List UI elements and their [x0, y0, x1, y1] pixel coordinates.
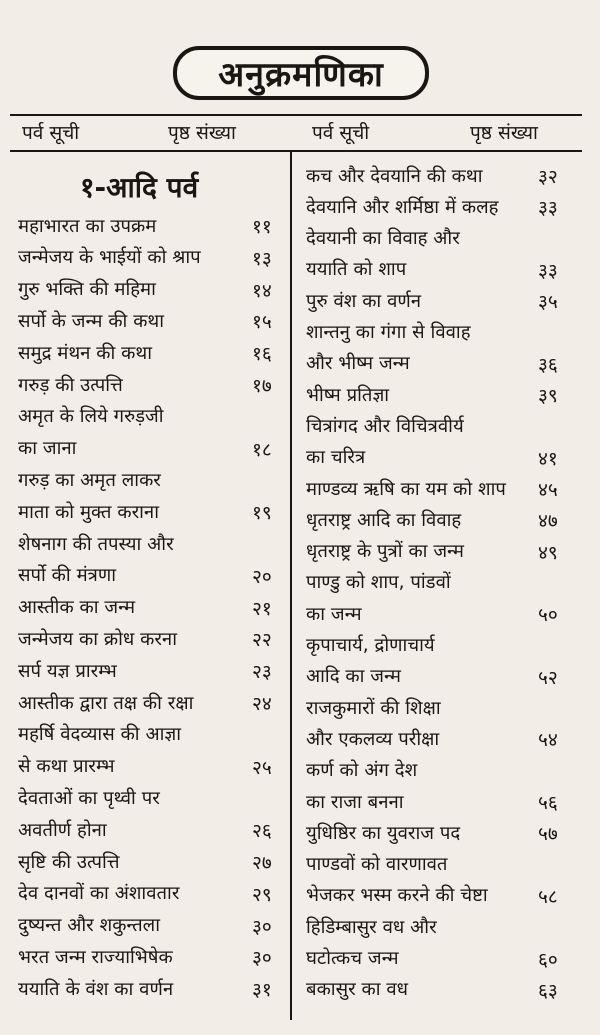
toc-entry — [18, 433, 76, 463]
toc-entry-title: सृष्टि की उत्पत्ति — [18, 851, 120, 873]
toc-entry — [18, 369, 123, 399]
toc-entry-page: ३३ — [538, 197, 558, 220]
toc-entry — [306, 504, 461, 534]
toc-entry — [18, 337, 152, 367]
toc-entry-title: महर्षि वेदव्यास की आज्ञा — [18, 724, 182, 746]
toc-entry-page: ४७ — [538, 510, 558, 533]
toc-entry — [306, 536, 464, 566]
toc-entry-title: पाण्डु को शाप, पांडवों — [306, 572, 451, 594]
toc-entry — [18, 751, 115, 781]
toc-entry — [306, 911, 437, 941]
header-top-rule — [10, 114, 582, 116]
toc-entry-page: २० — [252, 565, 272, 588]
toc-entry-title: शान्तनु का गंगा से विवाह — [306, 322, 471, 343]
toc-entry-title: कर्ण को अंग देश — [306, 760, 418, 782]
toc-entry-title: देव दानवों का अंशावतार — [18, 883, 180, 905]
toc-entry — [306, 723, 439, 753]
toc-entry-title: दुष्यन्त और शकुन्तला — [18, 915, 160, 937]
toc-entry — [18, 814, 107, 844]
toc-entry — [18, 210, 156, 240]
toc-entry — [18, 496, 159, 526]
toc-entry-title: आदि का जन्म — [306, 666, 401, 688]
toc-entry-page: १७ — [252, 375, 272, 397]
toc-entry-page: २४ — [252, 693, 272, 715]
toc-entry — [306, 974, 408, 1004]
toc-entry — [306, 880, 488, 910]
toc-entry — [306, 755, 417, 785]
toc-entry-page: ३० — [252, 947, 272, 970]
toc-entry-title: धृतराष्ट्र आदि का विवाह — [306, 509, 462, 531]
toc-entry-page: २२ — [252, 629, 272, 652]
toc-entry-title: पाण्डवों को वारणावत — [306, 854, 448, 876]
toc-entry — [306, 473, 506, 503]
toc-entry-title: और भीष्म जन्म — [306, 353, 410, 375]
toc-entry-page: ३२ — [538, 166, 558, 188]
toc-entry-page: १९ — [252, 502, 272, 525]
toc-entry-page: १६ — [252, 343, 272, 366]
toc-entry-title: शेषनाग की तपस्या और — [18, 533, 174, 555]
toc-entry — [18, 910, 160, 940]
toc-entry — [306, 410, 464, 440]
toc-entry — [18, 242, 201, 272]
toc-entry — [306, 379, 389, 409]
toc-entry-page: ३० — [252, 915, 272, 938]
toc-entry — [18, 687, 193, 717]
toc-entry-page: २५ — [252, 756, 272, 779]
section-title: १-आदि पर्व — [80, 171, 199, 204]
toc-entry-title: घटोत्कच जन्म — [306, 948, 399, 969]
toc-entry-title: सर्प यज्ञ प्रारम्भ — [18, 660, 117, 682]
toc-entry-title: समुद्र मंथन की कथा — [18, 342, 153, 364]
toc-entry — [18, 655, 117, 685]
toc-entry-page: ३९ — [538, 385, 558, 408]
toc-entry-title: धृतराष्ट्र के पुत्रों का जन्म — [306, 541, 464, 563]
toc-entry-page: ४९ — [538, 541, 558, 564]
toc-entry-page: ५४ — [538, 729, 558, 752]
toc-entry — [18, 401, 164, 431]
toc-entry-title: से कथा प्रारम्भ — [18, 756, 115, 778]
toc-entry-title: माता को मुक्त कराना — [18, 501, 159, 523]
toc-entry — [18, 846, 120, 876]
toc-entry — [306, 348, 410, 378]
toc-entry-title: बकासुर का वध — [306, 979, 409, 1001]
toc-entry-title: अमृत के लिये गरुड़जी — [18, 406, 164, 428]
toc-entry-page: ५८ — [538, 885, 558, 908]
toc-entry — [306, 817, 460, 847]
toc-entry-title: का चरित्र — [306, 447, 366, 469]
toc-entry — [306, 943, 399, 973]
toc-entry-title: भरत जन्म राज्याभिषेक — [18, 946, 173, 968]
toc-entry-title: युधिष्ठिर का युवराज पद — [306, 822, 461, 844]
toc-entry-title: जन्मेजय का क्रोध करना — [18, 628, 177, 650]
toc-entry-title: देवताओं का पृथ्वी पर — [18, 787, 160, 809]
toc-entry-title: आस्तीक का जन्म — [18, 597, 136, 619]
toc-entry — [18, 464, 161, 494]
toc-entry-page: ५० — [538, 604, 558, 627]
toc-entry-title: माण्डव्य ऋषि का यम को शाप — [306, 478, 506, 500]
toc-entry-page: ३५ — [538, 291, 558, 314]
toc-entry-title: का जाना — [18, 438, 77, 460]
toc-entry-page: १८ — [252, 438, 272, 461]
toc-entry-title: राजकुमारों की शिक्षा — [306, 697, 441, 719]
toc-entry-page: ३१ — [252, 979, 272, 1002]
toc-entry — [18, 528, 174, 558]
toc-entry-page: २१ — [252, 597, 272, 620]
toc-entry — [306, 160, 482, 190]
toc-entry-page: ५२ — [538, 666, 558, 689]
title-frame — [173, 46, 429, 100]
column-divider — [290, 150, 292, 1020]
toc-entry-page: २६ — [252, 820, 272, 843]
toc-entry — [18, 719, 181, 749]
toc-entry — [306, 317, 471, 347]
right-list-header: पर्व सूची — [312, 122, 370, 144]
toc-entry — [306, 191, 498, 221]
toc-entry-title: देवयानि और शर्मिष्ठा में कलह — [306, 196, 499, 218]
toc-entry — [306, 442, 365, 472]
toc-entry-title: आस्तीक द्वारा तक्ष की रक्षा — [18, 692, 194, 714]
toc-entry-title: जन्मेजय के भाईयों को श्राप — [18, 247, 201, 269]
toc-entry-page: २७ — [252, 852, 272, 874]
toc-entry-page: ३६ — [538, 353, 558, 376]
toc-entry — [18, 560, 116, 590]
toc-entry-page: ६३ — [538, 979, 558, 1002]
toc-entry-page: १५ — [252, 311, 272, 334]
toc-entry — [306, 692, 441, 722]
toc-entry — [18, 973, 173, 1003]
toc-entry — [306, 786, 404, 816]
right-page-header: पृष्ठ संख्या — [470, 122, 538, 144]
toc-entry-page: २३ — [252, 661, 272, 684]
toc-entry-title: अवतीर्ण होना — [18, 819, 107, 841]
header-bottom-rule — [10, 150, 582, 152]
toc-entry-title: का जन्म — [306, 603, 362, 625]
toc-entry-title: कृपाचार्य, द्रोणाचार्य — [306, 635, 435, 656]
toc-entry-title: भीष्म प्रतिज्ञा — [306, 384, 390, 406]
toc-entry-page: ५६ — [538, 792, 558, 814]
toc-entry — [306, 849, 447, 879]
toc-entry — [18, 592, 135, 622]
toc-entry — [18, 305, 164, 335]
toc-entry-title: का राजा बनना — [306, 791, 404, 813]
toc-entry-page: ३३ — [538, 259, 558, 282]
toc-entry — [18, 623, 177, 653]
toc-entry-title: कच और देवयानि की कथा — [306, 165, 483, 187]
toc-entry — [18, 274, 156, 304]
left-list-header: पर्व सूची — [22, 122, 80, 144]
left-page-header: पृष्ठ संख्या — [168, 122, 236, 144]
toc-entry-page: ४५ — [538, 479, 558, 501]
toc-entry — [306, 254, 406, 284]
toc-entry-title: और एकलव्य परीक्षा — [306, 728, 440, 750]
toc-entry-page: ४१ — [538, 447, 558, 470]
toc-entry-title: सर्पो के जन्म की कथा — [18, 310, 165, 332]
toc-entry — [306, 630, 435, 660]
toc-entry-page: ५७ — [538, 823, 558, 846]
toc-entry-title: पुरु वंश का वर्णन — [306, 290, 422, 312]
toc-entry-title: हिडिम्बासुर वध और — [306, 916, 437, 938]
toc-entry-title: ययाति के वंश का वर्णन — [18, 978, 174, 1000]
toc-entry — [306, 598, 362, 628]
toc-entry — [306, 285, 421, 315]
toc-entry — [306, 223, 460, 253]
toc-entry-title: ययाति को शाप — [306, 259, 407, 281]
toc-entry-title: गुरु भक्ति की महिमा — [18, 279, 156, 301]
toc-entry — [18, 782, 160, 812]
toc-entry — [306, 567, 451, 597]
toc-entry-title: गरुड़ की उत्पत्ति — [18, 374, 123, 396]
toc-entry-title: सर्पो की मंत्रणा — [18, 565, 117, 587]
toc-entry-page: ६० — [538, 948, 558, 971]
page-title: अनुक्रमणिका — [218, 55, 384, 95]
toc-entry-title: देवयानी का विवाह और — [306, 228, 460, 250]
toc-entry — [18, 941, 173, 971]
toc-entry-title: चित्रांगद और विचित्रवीर्य — [306, 415, 464, 437]
toc-entry-title: महाभारत का उपक्रम — [18, 215, 157, 237]
toc-entry-page: १३ — [252, 247, 272, 270]
toc-entry-title: गरुड़ का अमृत लाकर — [18, 469, 161, 491]
toc-entry-title: भेजकर भस्म करने की चेष्टा — [306, 885, 488, 907]
toc-entry-page: १४ — [252, 279, 272, 302]
toc-entry — [306, 661, 401, 691]
toc-entry-page: ११ — [252, 216, 272, 238]
toc-entry-page: २९ — [252, 883, 272, 906]
toc-entry — [18, 878, 179, 908]
